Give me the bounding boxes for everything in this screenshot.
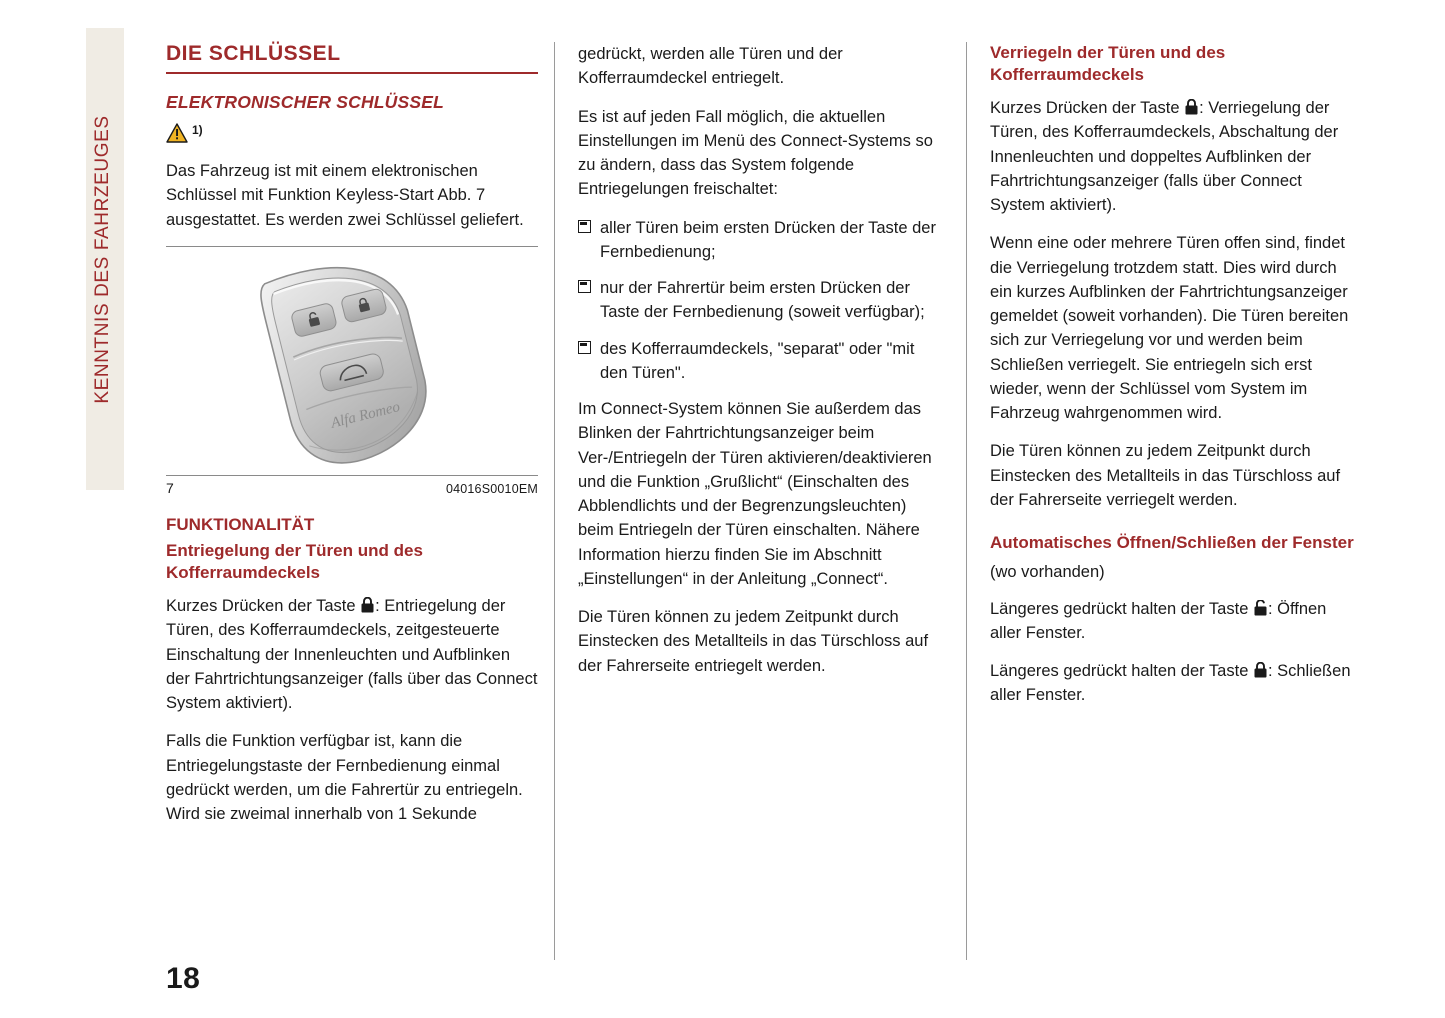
- chapter-title: DIE SCHLÜSSEL: [166, 42, 341, 65]
- column-divider-1: [554, 42, 555, 960]
- close-windows-text-post: : Schließen aller Fenster.: [990, 662, 1351, 705]
- intro-paragraph: Das Fahrzeug ist mit einem elektronischen Schlüssel mit Funktion Keyless-Start Abb. 7 ausgestattet. Es werden zwei Schlüssel geliefert.: [166, 162, 524, 229]
- paragraph-connect-settings: Es ist auf jeden Fall möglich, die aktuellen Einstellungen im Menü des Connect-Systems so zu ändern, dass das System folgende Entriegelungen freischaltet:: [578, 107, 933, 199]
- paragraph-lock-open-doors: Wenn eine oder mehrere Türen offen sind, findet die Verriegelung trotzdem statt. Dies wird durch ein kurzes Aufblinken der Fahrtrichtungsanzeiger gemeldet (soweit vorhanden). Die Türen bereiten sich zur Verriegelung vor und werden beim Schließen verriegelt. Sie entriegeln sich erst wieder, wenn der Schlüssel vom System im Fahrzeug wahrgenommen wird.: [990, 234, 1349, 423]
- unlock-text-post: : Entriegelung der Türen, des Kofferraumdeckels, zeitgesteuerte Einschaltung der Innenleuchten und Aufblinken der Fahrtrichtungsanzeiger (falls über das Connect System aktiviert).: [166, 597, 538, 713]
- lock-closed-icon: [1185, 98, 1198, 114]
- column-three: [990, 42, 1355, 722]
- bullet-square-icon: [578, 220, 591, 233]
- column-one: [166, 42, 538, 840]
- list-item: [578, 216, 946, 265]
- paragraph-close-windows: [990, 659, 1355, 708]
- paragraph-windows-availability: (wo vorhanden): [990, 563, 1105, 582]
- figure-caption: [166, 476, 538, 496]
- unlock-text-pre: Kurzes Drücken der Taste: [166, 597, 361, 616]
- heading-windows: Automatisches Öffnen/Schließen der Fenster: [990, 533, 1354, 553]
- lock-text-pre: Kurzes Drücken der Taste: [990, 99, 1185, 118]
- paragraph-open-windows: [990, 597, 1355, 646]
- heading-functionality: FUNKTIONALITÄT: [166, 514, 315, 534]
- paragraph-manual-unlock: Die Türen können zu jedem Zeitpunkt durch Einstecken des Metallteils in das Türschloss auf der Fahrerseite entriegelt werden.: [578, 608, 929, 675]
- key-fob-figure: [166, 246, 538, 496]
- list-item-text: nur der Fahrertür beim ersten Drücken der Taste der Fernbedienung (soweit verfügbar);: [600, 279, 925, 322]
- bullet-square-icon: [578, 280, 591, 293]
- paragraph-unlock-driver-door: Falls die Funktion verfügbar ist, kann die Entriegelungstaste der Fernbedienung einmal gedrückt werden, um die Fahrertür zu entriegeln. Wird sie zweimal innerhalb von 1 Sekunde: [166, 732, 523, 824]
- page-number: 18: [166, 962, 201, 995]
- warning-reference: [166, 123, 538, 143]
- paragraph-manual-lock: Die Türen können zu jedem Zeitpunkt durch Einstecken des Metallteils in das Türschloss auf der Fahrerseite verriegelt werden.: [990, 442, 1341, 509]
- heading-lock-doors: Verriegeln der Türen und des Kofferraumdeckels: [990, 43, 1226, 85]
- title-underline: [166, 72, 538, 74]
- figure-number: 7: [166, 479, 174, 496]
- section-subtitle: ELEKTRONISCHER SCHLÜSSEL: [166, 92, 445, 112]
- lock-open-icon: [1254, 599, 1267, 615]
- key-fob-image: [166, 247, 538, 475]
- paragraph-continued: gedrückt, werden alle Türen und der Kofferraumdeckel entriegelt.: [578, 45, 843, 88]
- lock-closed-icon: [361, 596, 374, 612]
- list-item-text: des Kofferraumdeckels, "separat" oder "mit den Türen".: [600, 339, 915, 382]
- paragraph-lock-description: [990, 96, 1355, 217]
- paragraph-connect-indicator: Im Connect-System können Sie außerdem das Blinken der Fahrtrichtungsanzeiger beim Ver-/Entriegeln der Türen aktivieren/deaktivieren und die Funktion „Grußlicht“ (Einschalten des Abblendlichts und der Begrenzungsleuchten) beim Entriegeln der Türen einschalten. Nähere Information hierzu finden Sie im Abschnitt „Einstellungen“ in der Anleitung „Connect“.: [578, 400, 932, 588]
- warning-triangle-icon: [166, 123, 188, 143]
- bullet-square-icon: [578, 341, 591, 354]
- open-windows-text-pre: Längeres gedrückt halten der Taste: [990, 599, 1253, 618]
- chapter-tab-label: KENNTNIS DES FAHRZEUGES: [92, 115, 113, 404]
- list-item: [578, 337, 946, 386]
- column-two: [578, 42, 946, 692]
- lock-closed-icon: [1254, 661, 1267, 677]
- list-item-text: aller Türen beim ersten Drücken der Taste der Fernbedienung;: [600, 218, 936, 261]
- lock-text-post: : Verriegelung der Türen, des Kofferraumdeckels, Abschaltung der Innenleuchten und doppeltes Aufblinken der Fahrtrichtungsanzeiger (falls über Connect System aktiviert).: [990, 99, 1339, 215]
- warning-reference-number: 1): [192, 123, 203, 137]
- paragraph-unlock-description: [166, 594, 538, 715]
- figure-code: 04016S0010EM: [445, 481, 538, 496]
- heading-unlock-doors: Entriegelung der Türen und des Kofferraumdeckels: [166, 540, 423, 582]
- close-windows-text-pre: Längeres gedrückt halten der Taste: [990, 662, 1253, 681]
- open-windows-text-post: : Öffnen aller Fenster.: [990, 599, 1327, 642]
- column-divider-2: [966, 42, 967, 960]
- svg-text:Alfa Romeo: Alfa Romeo: [329, 398, 402, 432]
- list-item: [578, 276, 946, 325]
